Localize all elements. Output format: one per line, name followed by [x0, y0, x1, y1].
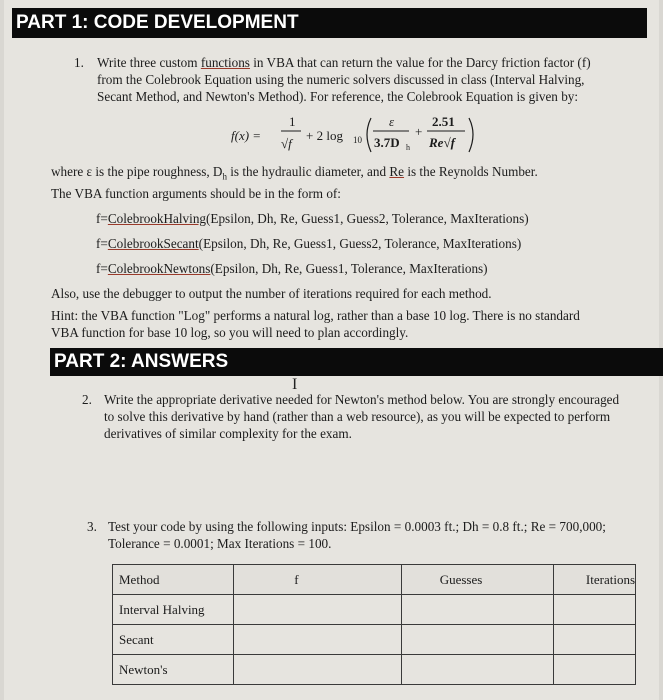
formula-log-sub: 10: [353, 135, 362, 145]
frac2-den-sub: h: [406, 143, 410, 152]
functions-link: functions: [200, 55, 250, 70]
frac3-num: 2.51: [432, 114, 455, 129]
where-line: where ε is the pipe roughness, $D_h$ is the hydraulic diameter, and Re is the Reynolds Number.: [51, 164, 538, 182]
table-row: [113, 595, 636, 625]
cell-iterations[interactable]: [553, 625, 635, 655]
cell-f[interactable]: [234, 655, 402, 685]
frac2-den: 3.7D: [374, 135, 400, 150]
args-intro: The VBA function arguments should be in the form of:: [51, 186, 341, 201]
cell-f[interactable]: [234, 625, 402, 655]
cell-guesses[interactable]: [401, 595, 553, 625]
frac3-den: Re√f: [429, 135, 455, 150]
header-f: f: [234, 565, 402, 595]
table-row: [113, 625, 636, 655]
q2-line3: derivatives of similar complexity for the exam.: [104, 426, 352, 441]
part1-heading: PART 1: CODE DEVELOPMENT: [12, 8, 647, 38]
formula-plus: +: [415, 124, 423, 139]
hint-line2: VBA function for base 10 log, so you will need to plan accordingly.: [51, 325, 409, 340]
q3-line1: Test your code by using the following inputs: Epsilon = 0.0003 ft.; Dh = 0.8 ft.; Re = 700,000;: [108, 519, 606, 534]
results-table: [112, 564, 636, 685]
row-method: Newton's: [113, 655, 234, 685]
header-method: Method: [113, 565, 234, 595]
hint-line1: Hint: the VBA function "Log" performs a natural log, rather than a base 10 log. There is no standard: [51, 308, 580, 323]
row-method: Interval Halving: [113, 595, 234, 625]
q1-line1: Write three custom functions in VBA that can return the value for the Darcy friction factor (f): [97, 55, 591, 70]
q3-number: 3.: [87, 519, 97, 534]
cell-f[interactable]: [234, 595, 402, 625]
q2-line2: to solve this derivative by hand (rather than a web resource), as you will be expected to perform: [104, 409, 611, 424]
colebrook-equation: [229, 112, 489, 158]
part2-heading: PART 2: ANSWERS: [50, 348, 663, 376]
cell-guesses[interactable]: [401, 625, 553, 655]
func-newtons: f=ColebrookNewtons(Epsilon, Dh, Re, Guess1, Tolerance, MaxIterations): [96, 261, 488, 276]
formula-log: + 2 log: [306, 128, 343, 143]
row-method: Secant: [113, 625, 234, 655]
frac1-num: 1: [289, 114, 296, 129]
q3-line2: Tolerance = 0.0001; Max Iterations = 100.: [108, 536, 332, 551]
func-secant: f=ColebrookSecant(Epsilon, Dh, Re, Guess1, Guess2, Tolerance, MaxIterations): [96, 236, 522, 251]
q1-line3: Secant Method, and Newton's Method). For reference, the Colebrook Equation is given by:: [97, 89, 579, 104]
cell-guesses[interactable]: [401, 655, 553, 685]
q1-line2: from the Colebrook Equation using the numeric solvers discussed in class (Interval Halving,: [97, 72, 585, 87]
document-page: [4, 0, 659, 700]
header-iterations: Iterations: [553, 565, 635, 595]
q1-number: 1.: [74, 55, 84, 70]
re-link: Re: [389, 164, 405, 179]
table-header-row: [113, 565, 636, 595]
q2-number: 2.: [82, 392, 92, 407]
header-guesses: Guesses: [401, 565, 553, 595]
formula-lhs: f(x) =: [231, 128, 262, 143]
debugger-note: Also, use the debugger to output the number of iterations required for each method.: [51, 286, 492, 301]
cell-iterations[interactable]: [553, 655, 635, 685]
frac2-num: ε: [389, 114, 395, 129]
text-cursor-icon: I: [292, 376, 298, 393]
q2-line1: Write the appropriate derivative needed for Newton's method below. You are strongly encouraged: [104, 392, 620, 407]
cell-iterations[interactable]: [553, 595, 635, 625]
func-halving: f=ColebrookHalving(Epsilon, Dh, Re, Guess1, Guess2, Tolerance, MaxIterations): [96, 211, 529, 226]
frac1-den: √f: [281, 136, 292, 151]
table-row: [113, 655, 636, 685]
